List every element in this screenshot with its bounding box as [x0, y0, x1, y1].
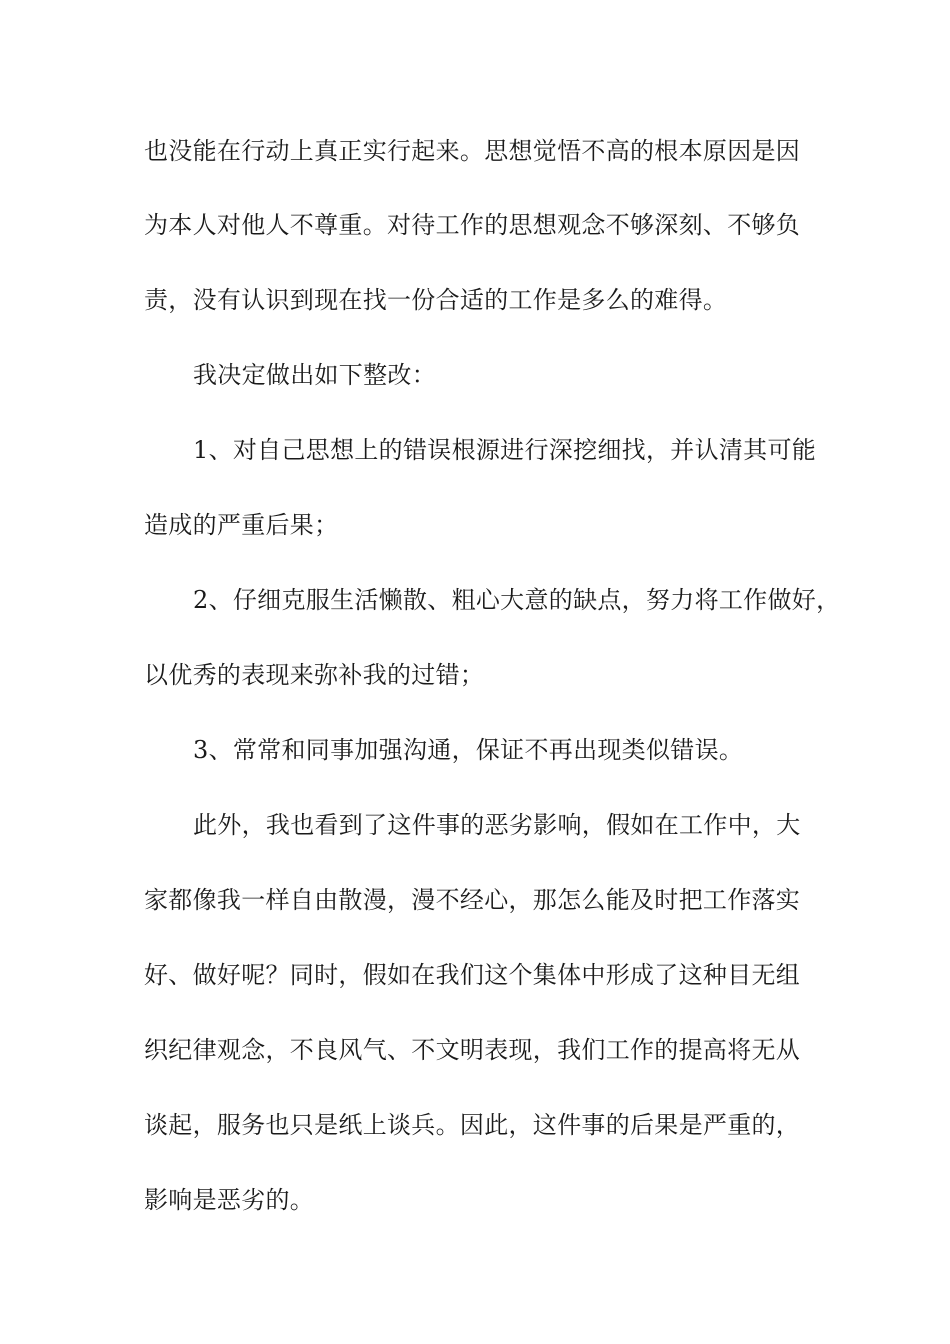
text-line: 谈起，服务也只是纸上谈兵。因此，这件事的后果是严重的， — [144, 1111, 801, 1139]
text-line: 好、做好呢？同时，假如在我们这个集体中形成了这种目无组 — [144, 961, 801, 989]
text-line: 影响是恶劣的。 — [144, 1186, 315, 1214]
list-item-3: 3、常常和同事加强沟通，保证不再出现类似错误。 — [193, 736, 744, 764]
paragraph-start: 此外，我也看到了这件事的恶劣影响，假如在工作中，大 — [193, 811, 801, 839]
text-line: 为本人对他人不尊重。对待工作的思想观念不够深刻、不够负 — [144, 211, 801, 239]
text-line: 造成的严重后果； — [144, 511, 339, 539]
text-line: 责，没有认识到现在找一份合适的工作是多么的难得。 — [144, 286, 728, 314]
text-line: 也没能在行动上真正实行起来。思想觉悟不高的根本原因是因 — [144, 137, 801, 165]
paragraph-heading: 我决定做出如下整改： — [193, 361, 436, 389]
text-line: 以优秀的表现来弥补我的过错； — [144, 661, 485, 689]
text-line: 织纪律观念，不良风气、不文明表现，我们工作的提高将无从 — [144, 1036, 801, 1064]
list-item-2: 2、仔细克服生活懒散、粗心大意的缺点，努力将工作做好， — [193, 586, 841, 614]
text-line: 家都像我一样自由散漫，漫不经心，那怎么能及时把工作落实 — [144, 886, 801, 914]
list-item-1: 1、对自己思想上的错误根源进行深挖细找，并认清其可能 — [193, 436, 817, 464]
